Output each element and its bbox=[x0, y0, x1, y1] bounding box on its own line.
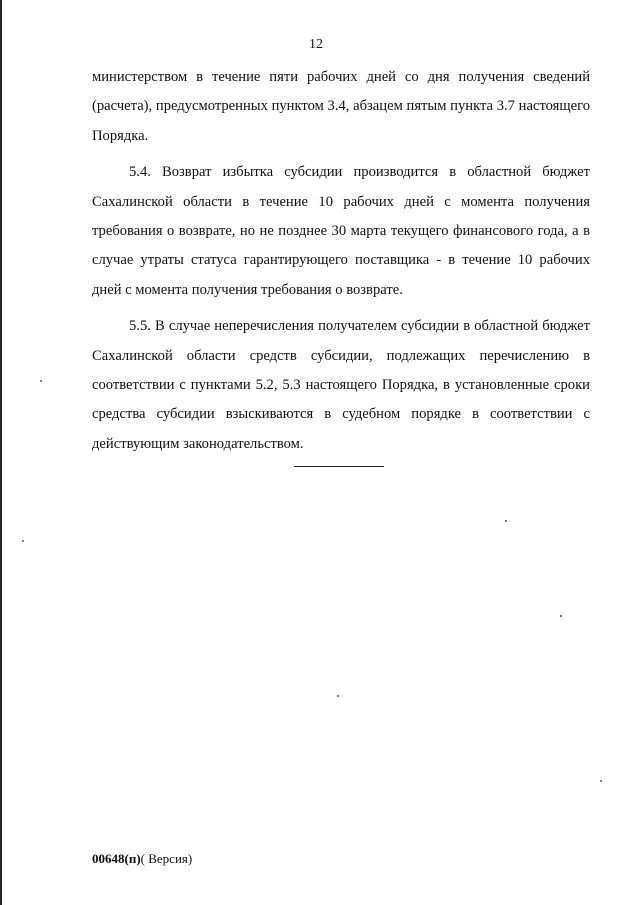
scan-speck bbox=[600, 780, 602, 782]
scan-speck bbox=[560, 615, 562, 617]
footer-version: ( Версия) bbox=[140, 851, 193, 866]
paragraph-5-4: 5.4. Возврат избытка субсидии производится в областной бюджет Сахалинской области в течение 10 рабочих дней с момента получения требования о возврате, но не позднее 30 марта текущего финансового года, а в случае утраты статуса гарантирующего поставщика - в течение 10 рабочих дней с момента получения требования о возврате. bbox=[92, 164, 590, 298]
end-separator-line bbox=[294, 466, 384, 467]
scan-speck bbox=[22, 540, 24, 542]
scan-speck bbox=[40, 380, 42, 382]
document-body bbox=[92, 63, 590, 466]
page-number: 12 bbox=[309, 37, 323, 52]
scan-speck bbox=[505, 520, 507, 522]
document-footer bbox=[92, 850, 192, 868]
paragraph-continuation: министерством в течение пяти рабочих дней со дня получения сведений (расчета), предусмотренных пунктом 3.4, абзацем пятым пункта 3.7 настоящего Порядка. bbox=[92, 69, 590, 144]
scan-speck bbox=[337, 695, 339, 697]
scan-left-edge bbox=[0, 0, 2, 905]
paragraph-5-5: 5.5. В случае неперечисления получателем субсидии в областной бюджет Сахалинской области средств субсидии, подлежащих перечислению в соответствии с пунктами 5.2, 5.3 настоящего Порядка, в установленные сроки средства субсидии взыскиваются в судебном порядке в соответствии с действующим законодательством. bbox=[92, 318, 590, 452]
footer-document-code: 00648(п) bbox=[92, 851, 141, 866]
